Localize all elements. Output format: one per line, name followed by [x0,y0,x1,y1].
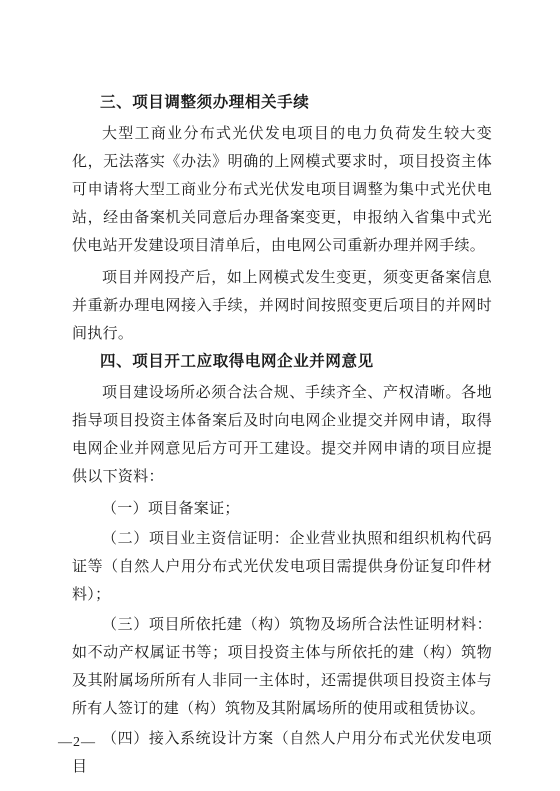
section-3-heading: 三、项目调整须办理相关手续 [100,93,310,111]
section-3-paragraph-2: 项目并网投产后，如上网模式发生变更，须变更备案信息并重新办理电网接入手续，并网时间按照变更后项目的并网时间执行。 [72,268,492,342]
section-4-item-3: （三）项目所依托建（构）筑物及场所合法性证明材料：如不动产权属证书等；项目投资主体与所依托的建（构）筑物及其附属场所所有人非同一主体时，还需提供项目投资主体与所有人签订的建（构）筑物及其附属场所的使用或租赁协议。 [72,615,492,717]
section-3-paragraph-1: 大型工商业分布式光伏发电项目的电力负荷发生较大变化，无法落实《办法》明确的上网模式要求时，项目投资主体可申请将大型工商业分布式光伏发电项目调整为集中式光伏电站，经由备案机关同意后办理备案变更，申报纳入省集中式光伏电站开发建设项目清单后，由电网公司重新办理并网手续。 [72,124,492,254]
document-body [72,92,492,782]
section-4-paragraph-1: 项目建设场所必须合法合规、手续齐全、产权清晰。各地指导项目投资主体备案后及时向电网企业提交并网申请，取得电网企业并网意见后方可开工建设。提交并网申请的项目应提供以下资料： [72,383,492,485]
section-4-item-2: （二）项目业主资信证明：企业营业执照和组织机构代码证等（自然人户用分布式光伏发电项目需提供身份证复印件材料）； [72,529,492,603]
section-4-item-4: （四）接入系统设计方案（自然人户用分布式光伏发电项目 [72,729,492,775]
section-4-heading: 四、项目开工应取得电网企业并网意见 [100,352,374,370]
section-4-item-1: （一）项目备案证； [102,499,240,517]
page-number: —2— [58,735,96,750]
